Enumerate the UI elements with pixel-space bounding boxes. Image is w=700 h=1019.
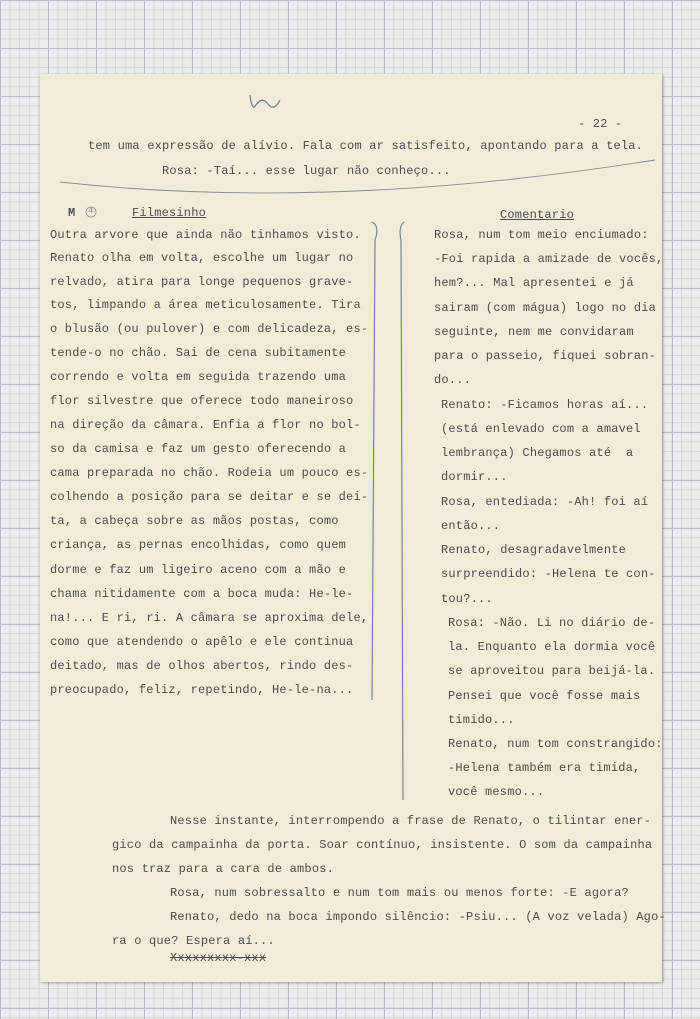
left-line: deitado, mas de olhos abertos, rindo des- xyxy=(50,659,354,673)
right-line: tou?... xyxy=(441,592,493,606)
closing-line: ra o que? Espera aí... xyxy=(112,934,275,948)
intro-line-1: tem uma expressão de alívio. Fala com ar satisfeito, apontando para a tela. xyxy=(88,139,644,153)
right-line: Rosa: -Não. Li no diário de- xyxy=(448,616,656,630)
pencil-bracket-left xyxy=(372,222,377,700)
right-line: timido... xyxy=(448,713,515,727)
closing-line: gico da campainha da porta. Soar contínuo, insistente. O som da campainha xyxy=(112,838,653,852)
right-line: -Helena também era timida, xyxy=(448,761,641,775)
right-line: la. Enquanto ela dormia você xyxy=(448,640,656,654)
right-line: lembrança) Chegamos até a xyxy=(441,446,634,460)
right-line: você mesmo... xyxy=(448,785,545,799)
left-line: flor silvestre que oferece todo maneiroso xyxy=(50,394,354,408)
left-line: ta, a cabeça sobre as mãos postas, como xyxy=(50,514,339,528)
left-column-heading: Filmesinho xyxy=(132,206,207,220)
right-line: Renato: -Ficamos horas aí... xyxy=(441,398,649,412)
intro-line-2: Rosa: -Taí... esse lugar não conheço... xyxy=(162,164,451,178)
pencil-bracket-right xyxy=(400,222,404,800)
left-line: como que atendendo o apêlo e ele continua xyxy=(50,635,354,649)
left-line: tende-o no chão. Sai de cena subitamente xyxy=(50,346,347,360)
margin-mark-letter: M xyxy=(68,206,76,220)
left-line: Outra arvore que ainda não tinhamos visto. xyxy=(50,228,361,242)
right-line: Renato, num tom constrangido: xyxy=(448,737,663,751)
left-line: dorme e faz um ligeiro aceno com a mão e xyxy=(50,563,347,577)
right-line: Rosa, entediada: -Ah! foi aí xyxy=(441,495,649,509)
left-line: correndo e volta em seguida trazendo uma xyxy=(50,370,347,384)
struck-out-text: Xxxxxxxxx-xxx xyxy=(170,951,267,965)
left-line: na!... E ri, ri. A câmara se aproxima dele, xyxy=(50,611,369,625)
right-line: hem?... Mal apresentei e já xyxy=(434,276,634,290)
left-line: colhendo a posição para se deitar e se dei- xyxy=(50,490,369,504)
right-line: Rosa, num tom meio enciumado: xyxy=(434,228,649,242)
left-line: criança, as pernas encolhidas, como quem xyxy=(50,538,347,552)
right-line: do... xyxy=(434,373,472,387)
left-line: tos, limpando a área meticulosamente. Tira xyxy=(50,298,361,312)
left-line: o blusão (ou pulover) e com delicadeza, es- xyxy=(50,322,369,336)
right-line: sairam (com mágua) logo no dia xyxy=(434,301,657,315)
left-line: so da camisa e faz um gesto oferecendo a xyxy=(50,442,347,456)
right-line: surpreendido: -Helena te con- xyxy=(441,567,656,581)
closing-line: Renato, dedo na boca impondo silêncio: -Psiu... (A voz velada) Ago- xyxy=(170,910,666,924)
right-line: seguinte, nem me convidaram xyxy=(434,325,634,339)
closing-line: Rosa, num sobressalto e num tom mais ou menos forte: -E agora? xyxy=(170,886,629,900)
right-line: dormir... xyxy=(441,470,508,484)
left-line: Renato olha em volta, escolhe um lugar no xyxy=(50,251,354,265)
pencil-scribble-top xyxy=(250,95,280,107)
right-line: Pensei que você fosse mais xyxy=(448,689,641,703)
left-line: relvado, atira para longe pequenos grave- xyxy=(50,275,354,289)
left-line: cama preparada no chão. Rodeia um pouco es- xyxy=(50,466,369,480)
page-number: - 22 - xyxy=(578,117,623,131)
right-line: Renato, desagradavelmente xyxy=(441,543,627,557)
right-line: se aproveitou para beijá-la. xyxy=(448,664,656,678)
left-line: chama nitidamente com a boca muda: He-le- xyxy=(50,587,354,601)
closing-line: Nesse instante, interrompendo a frase de Renato, o tilintar ener- xyxy=(170,814,652,828)
closing-line: nos traz para a cara de ambos. xyxy=(112,862,335,876)
margin-mark-circled: 4 xyxy=(88,206,94,216)
right-line: (está enlevado com a amavel xyxy=(441,422,641,436)
left-line: na direção da câmara. Enfia a flor no bol- xyxy=(50,418,361,432)
right-line: -Foi rapida a amizade de vocês, xyxy=(434,252,664,266)
left-line: preocupado, feliz, repetindo, He-le-na... xyxy=(50,683,354,697)
right-column-heading: Comentario xyxy=(500,208,575,222)
right-line: então... xyxy=(441,519,501,533)
right-line: para o passeio, fiquei sobran- xyxy=(434,349,657,363)
